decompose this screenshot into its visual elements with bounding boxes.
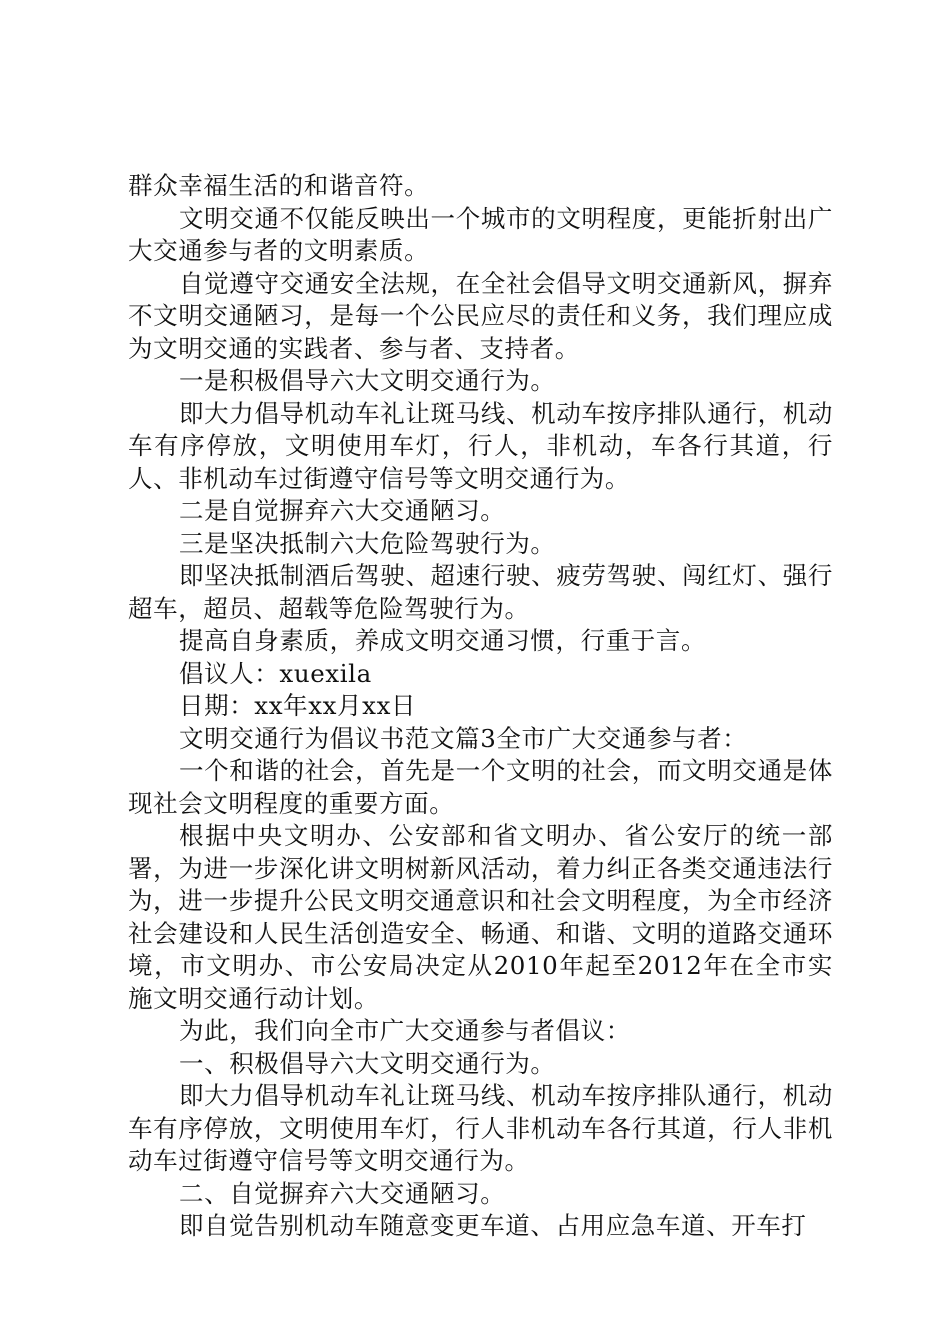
paragraph: 即坚决抵制酒后驾驶、超速行驶、疲劳驾驶、闯红灯、强行超车，超员、超载等危险驾驶行为。: [128, 561, 833, 623]
date-line: 日期：xx年xx月xx日: [179, 691, 417, 720]
paragraph: 二是自觉摒弃六大交通陋习。: [179, 496, 506, 525]
document-body: [128, 170, 833, 1243]
paragraph: 一是积极倡导六大文明交通行为。: [179, 366, 556, 395]
paragraph: 一、积极倡导六大文明交通行为。: [179, 1048, 556, 1078]
paragraph: 三是坚决抵制六大危险驾驶行为。: [179, 528, 556, 558]
paragraph: 自觉遵守交通安全法规，在全社会倡导文明交通新风，摒弃不文明交通陋习，是每一个公民应尽的责任和义务，我们理应成为文明交通的实践者、参与者、支持者。: [128, 268, 833, 363]
paragraph: 提高自身素质，养成文明交通习惯，行重于言。: [179, 626, 707, 655]
paragraph: 二、自觉摒弃六大交通陋习。: [179, 1178, 506, 1208]
paragraph: 根据中央文明办、公安部和省文明办、省公安厅的统一部署，为进一步深化讲文明树新风活动，着力纠正各类交通违法行为，进一步提升公民文明交通意识和社会文明程度，为全市经济社会建设和人民生活创造安全、畅通、和谐、文明的道路交通环境，市文明办、市公安局决定从2010年起至2012年在全市实施文明交通行动计划。: [128, 821, 833, 1013]
paragraph: 为此，我们向全市广大交通参与者倡议：: [179, 1016, 631, 1045]
paragraph: 即大力倡导机动车礼让斑马线、机动车按序排队通行，机动车有序停放，文明使用车灯，行人，非机动，车各行其道，行人、非机动车过街遵守信号等文明交通行为。: [128, 398, 833, 493]
paragraph: 文明交通不仅能反映出一个城市的文明程度，更能折射出广大交通参与者的文明素质。: [128, 203, 833, 265]
section-heading: 文明交通行为倡议书范文篇3全市广大交通参与者：: [179, 723, 748, 753]
paragraph: 即自觉告别机动车随意变更车道、占用应急车道、开车打: [179, 1211, 807, 1240]
paragraph: 一个和谐的社会，首先是一个文明的社会，而文明交通是体现社会文明程度的重要方面。: [128, 756, 833, 818]
proposer-line: 倡议人：xuexila: [179, 658, 372, 688]
paragraph: 即大力倡导机动车礼让斑马线、机动车按序排队通行，机动车有序停放，文明使用车灯，行人非机动车各行其道，行人非机动车过街遵守信号等文明交通行为。: [128, 1081, 833, 1175]
paragraph: 群众幸福生活的和谐音符。: [128, 171, 430, 200]
